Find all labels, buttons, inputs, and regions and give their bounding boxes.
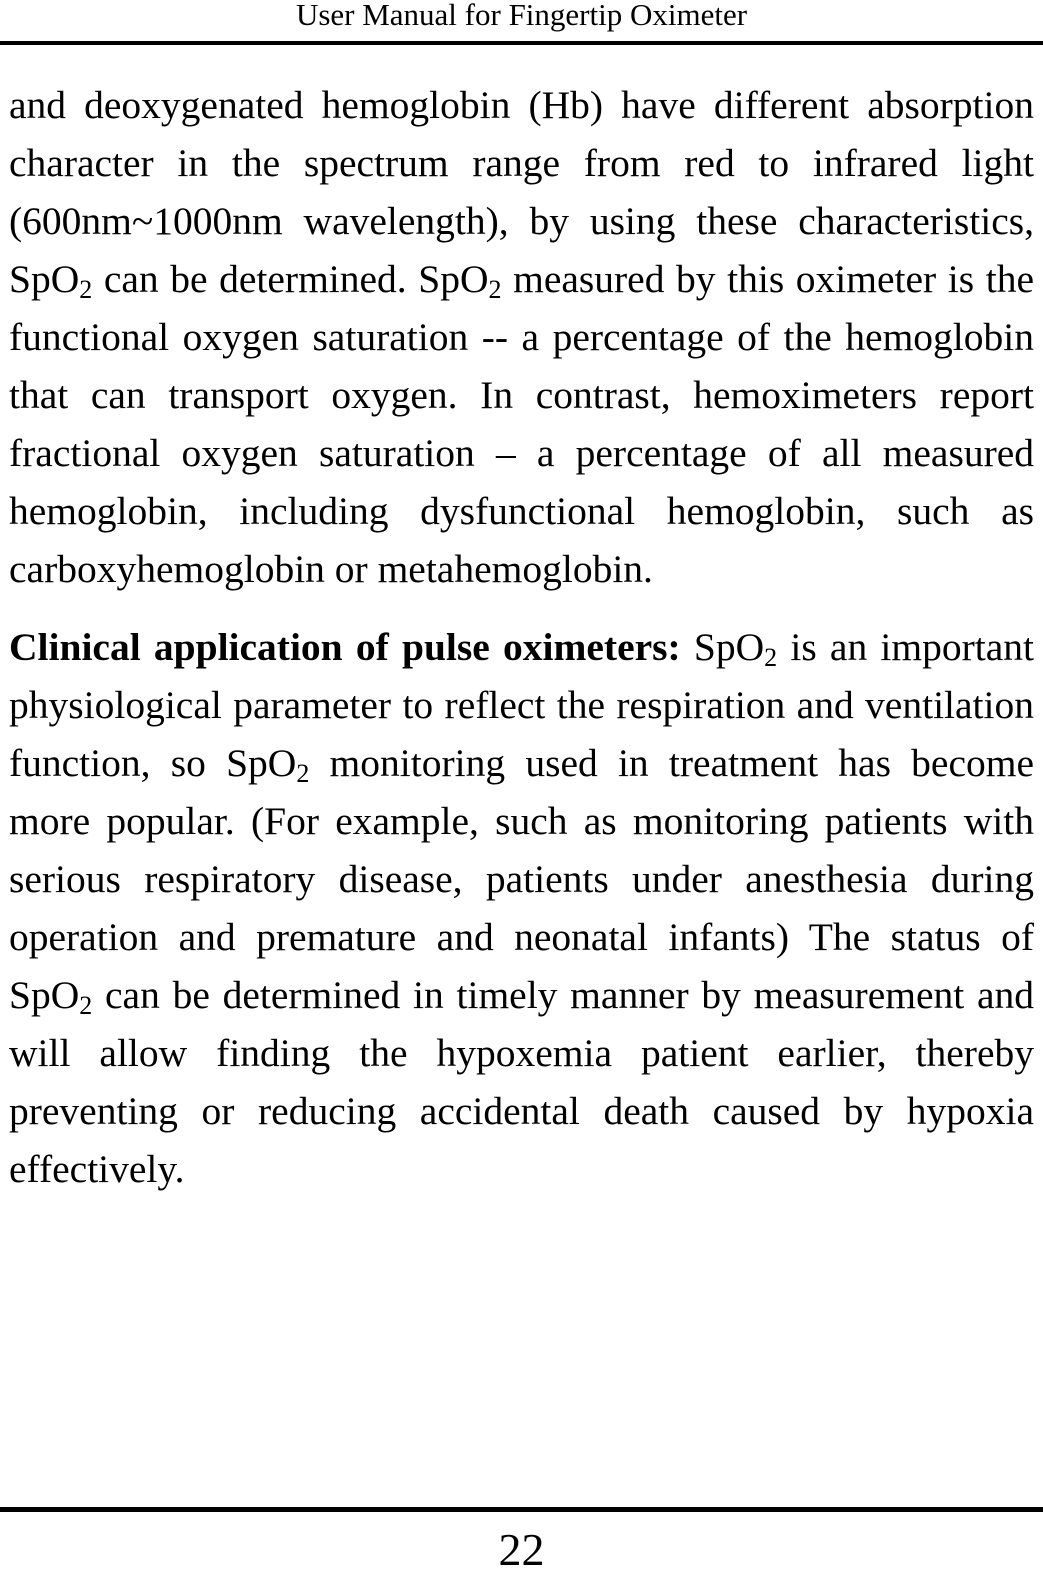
subscript: 2: [764, 643, 778, 672]
page-header-title: User Manual for Fingertip Oximeter: [295, 0, 748, 32]
subscript: 2: [79, 275, 93, 304]
subscript: 2: [79, 991, 93, 1020]
paragraph-text: can be determined in timely manner by measurement and will allow finding the hypoxemia patient earlier, thereby preventing or reducing accidental death caused by hypoxia effectively.: [9, 973, 1034, 1191]
subscript: 2: [296, 759, 310, 788]
subscript: 2: [488, 275, 502, 304]
section-heading: Clinical application of pulse oximeters:: [9, 625, 681, 669]
footer-divider: [0, 1507, 1043, 1512]
paragraph-text: is an important physiological parameter to reflect the respiration and ventilation function, so SpO: [9, 625, 1034, 785]
page-body: [9, 76, 1034, 1198]
paragraph-text: SpO: [680, 625, 765, 669]
header-divider: [0, 41, 1043, 45]
paragraph-text: monitoring used in treatment has become more popular. (For example, such as monitoring patients with serious respiratory disease, patients under anesthesia during operation and premature and neonatal infants) The status of SpO: [9, 741, 1034, 1017]
paragraph-text: measured by this oximeter is the functional oxygen saturation -- a percentage of the hemoglobin that can transport oxygen. In contrast, hemoximeters report fractional oxygen saturation – a percentage of all measured hemoglobin, including dysfunctional hemoglobin, such as carboxyhemoglobin or metahemoglobin.: [9, 257, 1034, 591]
paragraph-text: and deoxygenated hemoglobin (Hb) have different absorption character in the spectrum range from red to infrared light (600nm~1000nm wavelength), by using these characteristics, SpO: [9, 83, 1034, 301]
paragraph-text: can be determined. SpO: [92, 257, 489, 301]
page-number: 22: [498, 1524, 545, 1575]
paragraph-clinical-application: [9, 618, 1034, 1198]
paragraph-spo2-measurement: [9, 76, 1034, 598]
